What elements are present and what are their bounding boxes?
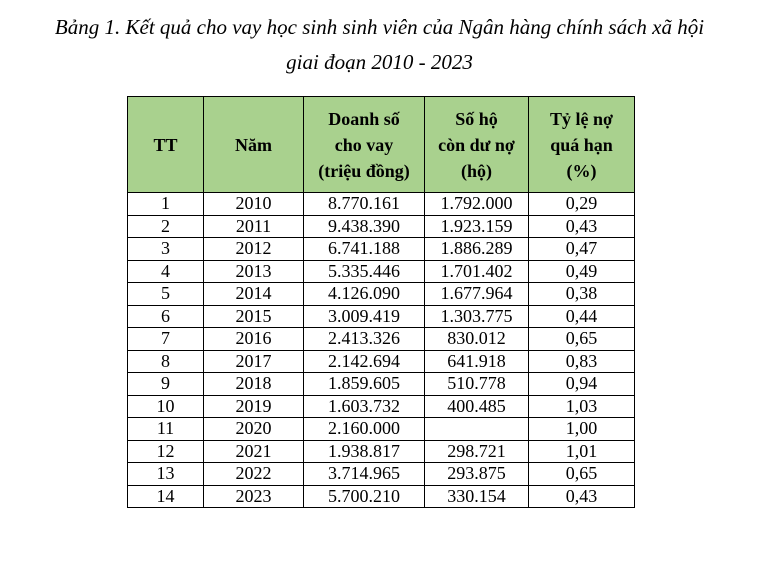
cell-tt: 3 bbox=[128, 238, 204, 261]
cell-households-outstanding: 830.012 bbox=[425, 328, 529, 351]
cell-tt: 8 bbox=[128, 350, 204, 373]
cell-households-outstanding: 330.154 bbox=[425, 485, 529, 508]
cell-overdue-ratio: 0,83 bbox=[529, 350, 635, 373]
table-row bbox=[128, 305, 635, 328]
cell-overdue-ratio: 1,01 bbox=[529, 440, 635, 463]
cell-tt: 10 bbox=[128, 395, 204, 418]
cell-loan-turnover: 6.741.188 bbox=[304, 238, 425, 261]
cell-households-outstanding: 1.677.964 bbox=[425, 283, 529, 306]
cell-year: 2012 bbox=[204, 238, 304, 261]
header-year-line: Năm bbox=[235, 134, 272, 155]
table-row bbox=[128, 283, 635, 306]
header-overdue-ratio-line: Tỷ lệ nợ bbox=[550, 108, 613, 129]
cell-households-outstanding: 641.918 bbox=[425, 350, 529, 373]
table-row bbox=[128, 328, 635, 351]
cell-households-outstanding: 1.303.775 bbox=[425, 305, 529, 328]
cell-overdue-ratio: 0,43 bbox=[529, 215, 635, 238]
cell-loan-turnover: 1.859.605 bbox=[304, 373, 425, 396]
cell-tt: 14 bbox=[128, 485, 204, 508]
header-tt-line: TT bbox=[153, 134, 178, 155]
cell-tt: 9 bbox=[128, 373, 204, 396]
cell-households-outstanding bbox=[425, 418, 529, 441]
cell-loan-turnover: 4.126.090 bbox=[304, 283, 425, 306]
table-row bbox=[128, 463, 635, 486]
cell-households-outstanding: 1.923.159 bbox=[425, 215, 529, 238]
cell-loan-turnover: 2.413.326 bbox=[304, 328, 425, 351]
table-row bbox=[128, 260, 635, 283]
cell-year: 2018 bbox=[204, 373, 304, 396]
cell-overdue-ratio: 0,65 bbox=[529, 328, 635, 351]
cell-tt: 2 bbox=[128, 215, 204, 238]
cell-year: 2013 bbox=[204, 260, 304, 283]
cell-loan-turnover: 5.700.210 bbox=[304, 485, 425, 508]
cell-year: 2011 bbox=[204, 215, 304, 238]
table-caption-line-2: giai đoạn 2010 - 2023 bbox=[286, 50, 473, 74]
cell-overdue-ratio: 0,94 bbox=[529, 373, 635, 396]
cell-overdue-ratio: 0,47 bbox=[529, 238, 635, 261]
header-loan-turnover-line: (triệu đồng) bbox=[318, 160, 410, 181]
cell-households-outstanding: 400.485 bbox=[425, 395, 529, 418]
cell-year: 2019 bbox=[204, 395, 304, 418]
table-row bbox=[128, 440, 635, 463]
cell-households-outstanding: 298.721 bbox=[425, 440, 529, 463]
cell-households-outstanding: 293.875 bbox=[425, 463, 529, 486]
cell-households-outstanding: 1.886.289 bbox=[425, 238, 529, 261]
header-households-outstanding bbox=[425, 97, 529, 193]
cell-overdue-ratio: 0,43 bbox=[529, 485, 635, 508]
cell-tt: 13 bbox=[128, 463, 204, 486]
cell-year: 2014 bbox=[204, 283, 304, 306]
cell-overdue-ratio: 0,65 bbox=[529, 463, 635, 486]
cell-year: 2010 bbox=[204, 193, 304, 216]
cell-loan-turnover: 1.603.732 bbox=[304, 395, 425, 418]
cell-tt: 7 bbox=[128, 328, 204, 351]
cell-loan-turnover: 3.009.419 bbox=[304, 305, 425, 328]
table-row bbox=[128, 215, 635, 238]
cell-loan-turnover: 8.770.161 bbox=[304, 193, 425, 216]
table-row bbox=[128, 418, 635, 441]
table-body bbox=[128, 193, 635, 508]
cell-year: 2021 bbox=[204, 440, 304, 463]
header-households-outstanding-line: Số hộ bbox=[455, 108, 498, 129]
table-row bbox=[128, 193, 635, 216]
cell-year: 2022 bbox=[204, 463, 304, 486]
cell-overdue-ratio: 0,38 bbox=[529, 283, 635, 306]
header-loan-turnover bbox=[304, 97, 425, 193]
cell-year: 2016 bbox=[204, 328, 304, 351]
cell-year: 2015 bbox=[204, 305, 304, 328]
cell-year: 2017 bbox=[204, 350, 304, 373]
cell-overdue-ratio: 0,49 bbox=[529, 260, 635, 283]
cell-overdue-ratio: 1,03 bbox=[529, 395, 635, 418]
table-row bbox=[128, 373, 635, 396]
cell-tt: 4 bbox=[128, 260, 204, 283]
header-loan-turnover-line: Doanh số bbox=[328, 108, 400, 129]
header-households-outstanding-line: còn dư nợ bbox=[438, 134, 515, 155]
header-overdue-ratio bbox=[529, 97, 635, 193]
table-header-row bbox=[128, 97, 635, 193]
cell-year: 2020 bbox=[204, 418, 304, 441]
cell-tt: 5 bbox=[128, 283, 204, 306]
cell-overdue-ratio: 0,29 bbox=[529, 193, 635, 216]
cell-tt: 12 bbox=[128, 440, 204, 463]
table-caption-line-1: Bảng 1. Kết quả cho vay học sinh sinh viên của Ngân hàng chính sách xã hội bbox=[54, 15, 705, 39]
cell-loan-turnover: 5.335.446 bbox=[304, 260, 425, 283]
cell-tt: 1 bbox=[128, 193, 204, 216]
cell-tt: 11 bbox=[128, 418, 204, 441]
header-year bbox=[204, 97, 304, 193]
cell-loan-turnover: 2.160.000 bbox=[304, 418, 425, 441]
table-row bbox=[128, 238, 635, 261]
cell-loan-turnover: 9.438.390 bbox=[304, 215, 425, 238]
table-row bbox=[128, 485, 635, 508]
header-tt bbox=[128, 97, 204, 193]
cell-households-outstanding: 1.701.402 bbox=[425, 260, 529, 283]
header-households-outstanding-line: (hộ) bbox=[461, 160, 492, 181]
table-row bbox=[128, 350, 635, 373]
loan-results-table bbox=[127, 96, 635, 508]
cell-households-outstanding: 1.792.000 bbox=[425, 193, 529, 216]
cell-overdue-ratio: 0,44 bbox=[529, 305, 635, 328]
cell-year: 2023 bbox=[204, 485, 304, 508]
cell-households-outstanding: 510.778 bbox=[425, 373, 529, 396]
header-loan-turnover-line: cho vay bbox=[334, 134, 394, 155]
cell-loan-turnover: 3.714.965 bbox=[304, 463, 425, 486]
table-row bbox=[128, 395, 635, 418]
cell-tt: 6 bbox=[128, 305, 204, 328]
cell-loan-turnover: 2.142.694 bbox=[304, 350, 425, 373]
cell-loan-turnover: 1.938.817 bbox=[304, 440, 425, 463]
header-overdue-ratio-line: quá hạn bbox=[550, 134, 613, 155]
header-overdue-ratio-line: (%) bbox=[566, 160, 597, 181]
cell-overdue-ratio: 1,00 bbox=[529, 418, 635, 441]
